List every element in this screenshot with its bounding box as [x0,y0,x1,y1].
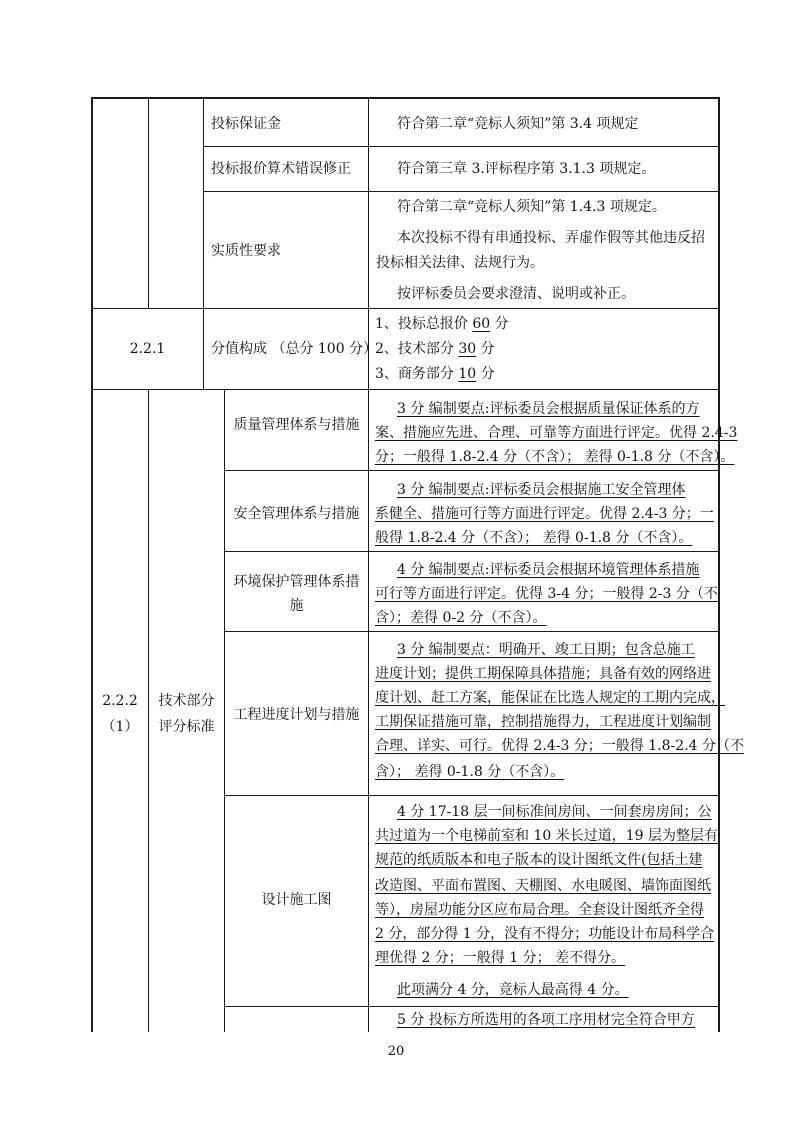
criterion-line: 4 分 编制要点:评标委员会根据环境管理体系措施 [397,562,700,578]
substantive-line: 按评标委员会要求澄清、说明或补正。 [397,286,635,302]
criterion-line: 3 分 编制要点:评标委员会根据质量保证体系的方 [397,401,700,417]
criterion-line: 般得 1.8-2.4 分（不含）； 差得 0-1.8 分（不含）。 [375,530,693,546]
criterion-line: 进度计划；提供工期保障具体措施；具备有效的网络进 [375,666,711,682]
section-221-code: 2.2.1 [129,341,166,357]
col-line [148,97,149,308]
row-line [224,1006,719,1007]
substantive-line: 符合第二章“竞标人须知”第 1.4.3 项规定。 [397,199,666,215]
page-number: 20 [387,1044,405,1059]
criterion-line: 合理、详实、可行。优得 2.4-3 分；一般得 1.8-2.4 分（不 [375,738,744,754]
criterion-line: 含）； 差得 0-1.8 分（不含）。 [375,764,565,780]
correction-text: 符合第三章 3.评标程序第 3.1.3 项规定。 [397,161,656,177]
substantive-line: 投标相关法律、法规行为。 [376,255,544,271]
criterion-line: 含）；差得 0-2 分（不含）。 [375,610,547,626]
criterion-line: 案、措施应先进、合理、可靠等方面进行评定。优得 2.4-3 [375,425,738,441]
criterion-line: 共过道为一个电梯前室和 10 米长过道，19 层为整层有 [375,828,718,844]
section-222-sub: （1） [101,719,139,735]
deposit-label: 投标保证金 [211,116,281,132]
criterion-line: 工期保证措施可靠，控制措施得力，工程进度计划编制 [375,714,711,730]
criterion-line: 2 分，部分得 1 分，没有不得分；功能设计布局科学合 [375,926,715,942]
criterion-line: 分；一般得 1.8-2.4 分（不含）； 差得 0-1.8 分（不含）。 [375,449,735,465]
row-line [224,470,719,471]
criterion-line: 等），房屋功能分区应布局合理。全套设计图纸齐全得 [375,902,704,918]
criterion-label: 施 [289,598,304,614]
score-item: 2、技术部分 30 分 [375,341,495,357]
criterion-line: 此项满分 4 分，竞标人最高得 4 分。 [397,982,629,998]
col-line [203,97,204,389]
row-line [91,389,719,390]
criterion-line: 4 分 17-18 层一间标准间房间、一间套房房间；公 [397,804,712,820]
table-border-top [91,97,720,99]
criterion-line: 3 分 编制要点：明确开、竣工日期；包含总施工 [397,642,695,658]
deposit-text: 符合第二章“竞标人须知”第 3.4 项规定 [397,116,639,132]
criterion-line: 可行等方面进行评定。优得 3-4 分；一般得 2-3 分（不 [375,586,718,602]
score-item: 3、商务部分 10 分 [375,366,495,382]
criterion-line: 改造图、平面布置图、天棚图、水电暖图、墙饰面图纸 [375,878,711,894]
correction-label: 投标报价算术错误修正 [211,161,351,177]
row-line [203,146,719,147]
table-border-right [718,97,720,1032]
criterion-line: 系健全、措施可行等方面进行评定。优得 2.4-3 分；一 [375,506,714,522]
table-border-left [91,97,93,1032]
category-label: 技术部分 [158,693,215,709]
section-221-label: 分值构成 （总分 100 分） [211,341,378,357]
col-line [368,389,369,1032]
criterion-line: 3 分 编制要点:评标委员会根据施工安全管理体 [397,482,686,498]
criterion-line: 度计划、赶工方案，能保证在比选人规定的工期内完成， [375,690,725,706]
row-line [91,308,719,309]
criterion-label: 环境保护管理体系措 [233,574,360,590]
substantive-label: 实质性要求 [211,243,281,259]
category-label: 评分标准 [158,719,215,735]
criterion-label: 工程进度计划与措施 [233,707,360,723]
criterion-line: 规范的纸质版本和电子版本的设计图纸文件(包括土建 [375,852,703,868]
section-222-code: 2.2.2 [102,693,138,709]
criterion-label: 设计施工图 [261,892,332,908]
row-line [224,631,719,632]
substantive-line: 本次投标不得有串通投标、弄虚作假等其他违反招 [397,230,705,246]
criterion-label: 质量管理体系与措施 [233,417,360,433]
row-line [224,795,719,796]
criterion-line: 理优得 2 分；一般得 1 分； 差不得分。 [375,950,626,966]
criterion-line: 5 分 投标方所选用的各项工序用材完全符合甲方 [397,1012,695,1028]
row-line [203,191,719,192]
criterion-label: 安全管理体系与措施 [233,506,360,522]
row-line [224,551,719,552]
score-item: 1、投标总报价 60 分 [375,316,509,332]
